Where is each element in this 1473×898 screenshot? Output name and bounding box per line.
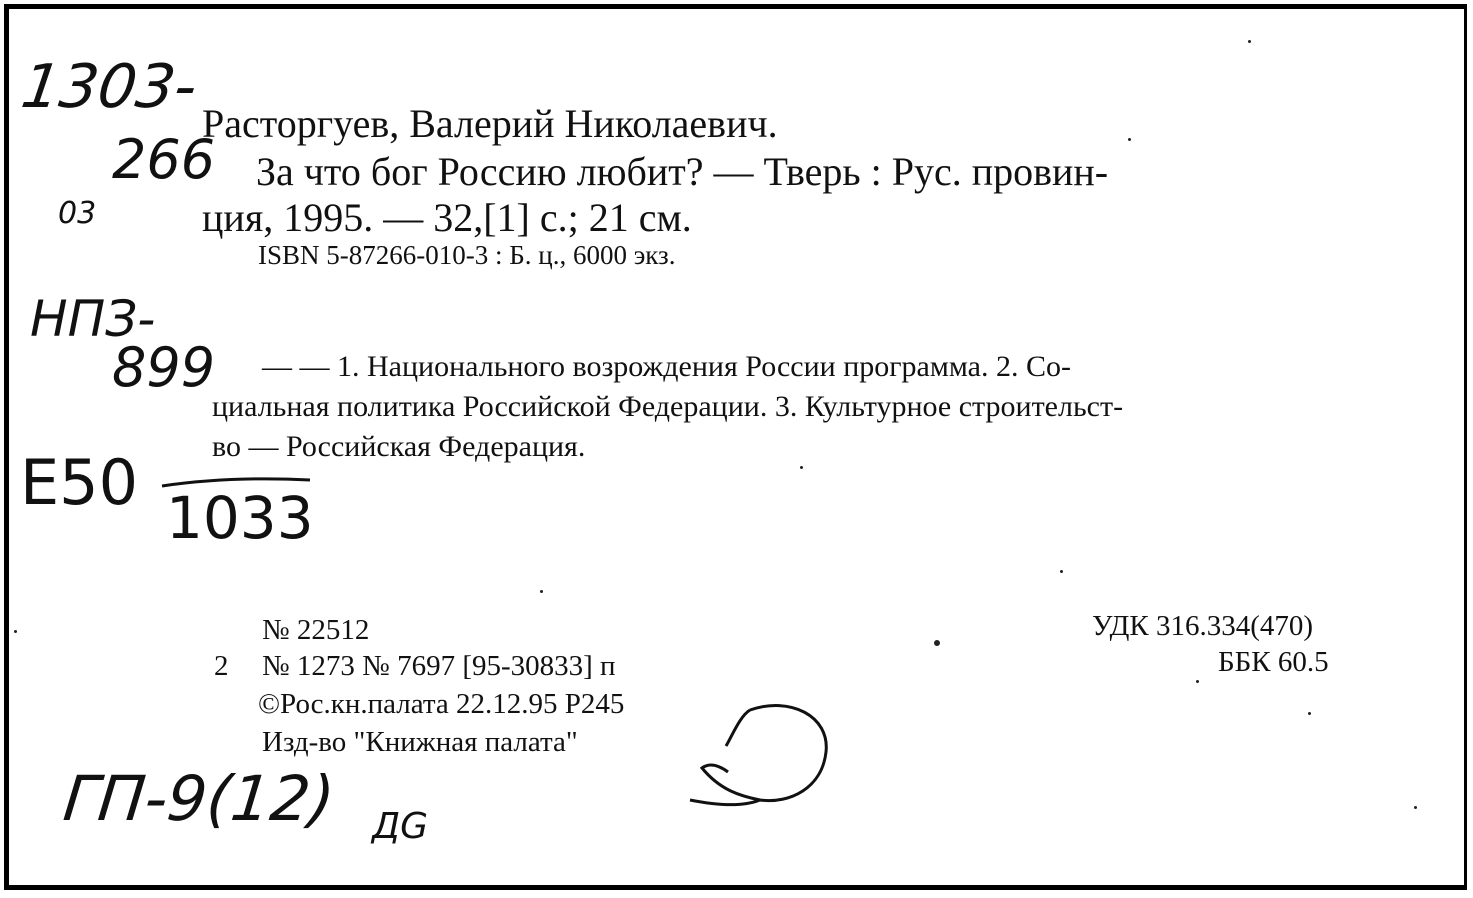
handwritten-bottom-tail: ДG xyxy=(372,806,429,847)
title-line-1: За что бог Россию любит? — Тверь : Рус. провин- xyxy=(256,149,1109,194)
bbk-code: ББК 60.5 xyxy=(1218,646,1329,678)
record-number: № 22512 xyxy=(262,614,370,646)
handwritten-bottom-mark: ГП-9(12) xyxy=(60,762,339,835)
udk-code: УДК 316.334(470) xyxy=(1092,610,1314,642)
copies-count: 2 xyxy=(214,650,229,682)
title-line-2: ция, 1995. — 32,[1] с.; 21 см. xyxy=(202,195,692,240)
speck xyxy=(1414,806,1417,809)
speck xyxy=(934,640,940,646)
speck xyxy=(1196,680,1199,683)
copyright-line: ©Рос.кн.палата 22.12.95 Р245 xyxy=(258,688,625,720)
speck xyxy=(1248,40,1251,43)
speck xyxy=(14,630,17,633)
subject-line-2: циальная политика Российской Федерации. 3. Культурное строительст- xyxy=(212,390,1124,423)
handwritten-shelfmark-top: 1303- xyxy=(17,52,202,122)
handwritten-mark-899: 899 xyxy=(112,336,216,399)
author-heading: Расторгуев, Валерий Николаевич. xyxy=(202,101,778,146)
subject-line-1: — — 1. Национального возрождения России программа. 2. Со- xyxy=(262,350,1071,383)
speck xyxy=(800,466,803,469)
handwritten-class-right: 1033 xyxy=(166,484,314,552)
handwritten-shelfmark-bottom: 266 xyxy=(112,128,216,191)
speck xyxy=(1308,712,1311,715)
handwritten-mark-npz: НПЗ- xyxy=(30,290,156,348)
speck xyxy=(1060,570,1063,573)
publisher-line: Изд-во "Книжная палата" xyxy=(262,726,578,758)
speck xyxy=(540,590,543,593)
registration-line: № 1273 № 7697 [95-30833] п xyxy=(262,650,616,682)
subject-line-3: во — Российская Федерация. xyxy=(212,430,586,463)
handwritten-class-left: Е50 xyxy=(20,446,139,519)
speck xyxy=(1128,138,1131,141)
isbn-line: ISBN 5-87266-010-3 : Б. ц., 6000 экз. xyxy=(258,240,676,270)
hand-drawn-circle xyxy=(680,696,840,826)
handwritten-code: 03 xyxy=(58,196,97,231)
